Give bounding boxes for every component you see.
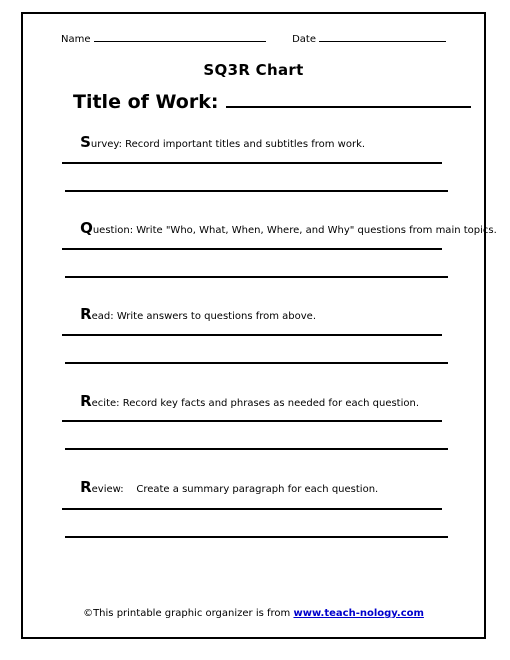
title-of-work-label: Title of Work: <box>73 91 219 113</box>
review-prompt <box>61 466 462 511</box>
question-text: uestion: Write "Who, What, When, Where, and Why" questions from main topics. <box>92 225 497 236</box>
section-review <box>61 466 462 511</box>
read-answer-line-1[interactable] <box>62 334 442 336</box>
question-prompt <box>61 207 497 252</box>
question-answer-line-2[interactable] <box>65 276 448 278</box>
footer-text: ©This printable graphic organizer is from <box>83 608 294 619</box>
survey-prompt <box>61 121 462 166</box>
review-answer-line-2[interactable] <box>65 536 448 538</box>
question-answer-line-1[interactable] <box>62 248 442 250</box>
review-answer-line-1[interactable] <box>62 508 442 510</box>
recite-text: ecite: Record key facts and phrases as needed for each question. <box>91 398 420 409</box>
section-question <box>61 207 497 252</box>
survey-answer-line-2[interactable] <box>65 190 448 192</box>
read-prompt <box>61 293 462 338</box>
recite-prompt <box>61 380 462 425</box>
name-field <box>61 32 266 45</box>
section-survey <box>61 121 462 166</box>
footer-credit <box>23 608 484 619</box>
review-text: eview: Create a summary paragraph for each question. <box>91 484 379 495</box>
survey-answer-line-1[interactable] <box>62 162 442 164</box>
name-blank[interactable] <box>94 32 266 42</box>
title-of-work-row <box>73 91 471 113</box>
recite-answer-line-1[interactable] <box>62 420 442 422</box>
date-blank[interactable] <box>319 32 446 42</box>
date-field <box>292 32 446 45</box>
page-title: SQ3R Chart <box>203 61 304 79</box>
survey-initial: S <box>80 133 91 151</box>
title-of-work-blank[interactable] <box>226 92 471 108</box>
survey-text: urvey: Record important titles and subtitles from work. <box>90 139 366 150</box>
question-initial: Q <box>80 219 93 237</box>
read-initial: R <box>80 305 92 323</box>
name-label: Name <box>61 34 91 45</box>
worksheet-border <box>21 12 497 639</box>
section-read <box>61 293 462 338</box>
date-label: Date <box>292 34 316 45</box>
header-row <box>61 32 446 45</box>
read-text: ead: Write answers to questions from above. <box>91 311 317 322</box>
footer-link[interactable]: www.teach-nology.com <box>293 608 424 619</box>
recite-initial: R <box>80 392 92 410</box>
review-initial: R <box>80 478 92 496</box>
read-answer-line-2[interactable] <box>65 362 448 364</box>
recite-answer-line-2[interactable] <box>65 448 448 450</box>
section-recite <box>61 380 462 425</box>
